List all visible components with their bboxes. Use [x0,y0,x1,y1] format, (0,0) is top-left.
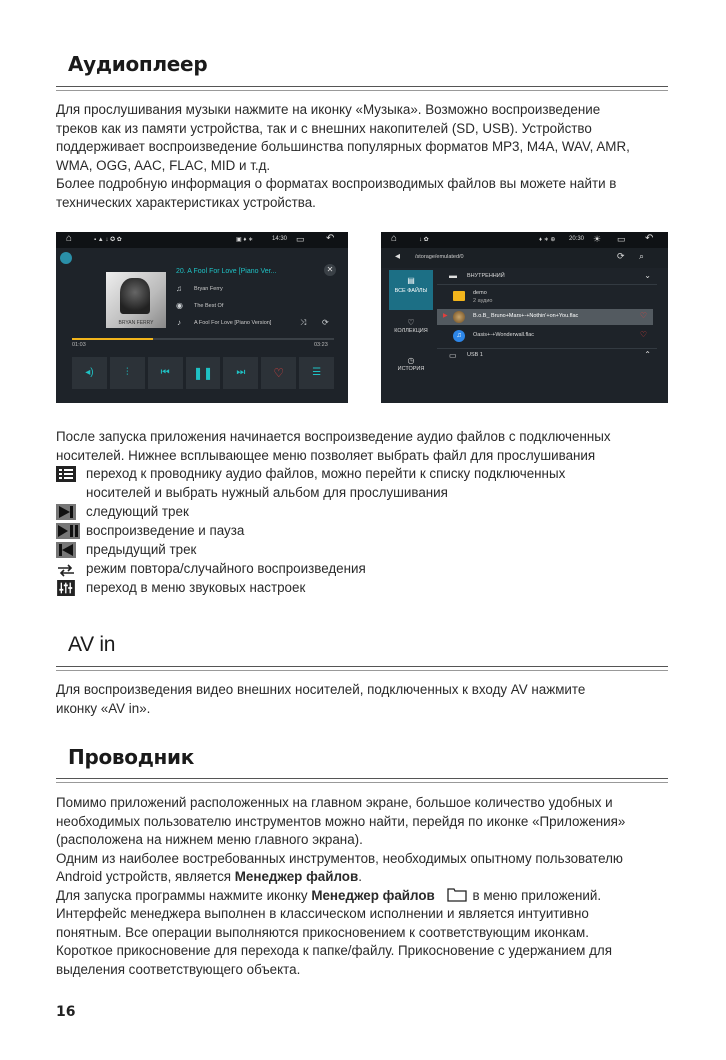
explorer-text [56,794,672,979]
text-line: треков как из памяти устройства, так и с внешних накопителей (SD, USB). Устройство [56,120,592,136]
track-title: 20. A Fool For Love [Piano Ver... [176,268,277,275]
back-icon: ↶ [645,233,654,244]
home-icon: ⌂ [66,233,73,244]
chevron-down-icon: ⌄ [644,271,651,280]
favorite-icon[interactable]: ♡ [639,311,647,320]
home-icon: ⌂ [391,233,398,244]
shuffle-icon[interactable]: ⤨ [300,318,307,327]
progress-fill [72,338,153,340]
signal-icons: ▣ ♦ ∗ [236,237,254,243]
text-span: . [358,869,362,884]
previous-button[interactable]: ⏮ [148,357,183,389]
page-number: 16 [56,1004,76,1020]
text-span: в меню приложений. [468,887,602,903]
folder-icon [453,291,465,301]
repeat-icon[interactable]: ⟳ [322,318,329,327]
album-icon: ◉ [176,301,183,310]
next-track-icon [56,504,76,520]
recent-apps-icon: ▭ [617,234,626,244]
legend-text: режим повтора/случайного воспроизведения [86,561,366,576]
sidebar-label: КОЛЛЕКЦИЯ [394,328,428,334]
text-line: поддерживает воспроизведение большинства популярных форматов MP3, M4A, WAV, AMR, [56,139,630,154]
after-shots-text [56,428,672,465]
play-pause-icon [56,523,80,539]
section-title: Аудиоплеер [68,52,208,76]
text-line: (расположена на нижнем меню главного экрана). [56,832,363,847]
divider [56,86,668,87]
refresh-icon[interactable]: ⟳ [617,251,625,261]
drive-icon: ▬ [449,271,457,280]
legend-text: воспроизведение и пауза [86,523,245,538]
legend-text: предыдущий трек [86,542,197,557]
legend-text: следующий трек [86,504,189,519]
legend-text: переход к проводнику аудио файлов, можно перейти к списку подключенных [86,466,566,481]
track-thumbnail [453,311,465,323]
text-line: После запуска приложения начинается воспроизведение аудио файлов с подключенных [56,429,611,444]
equalizer-button[interactable]: ⫶ [110,357,145,389]
playlist-icon [56,466,76,482]
legend-text: носителей и выбрать нужный альбом для прослушивания [86,485,448,500]
favorite-button[interactable]: ♡ [261,357,296,389]
sidebar-item-collection[interactable] [389,318,433,344]
next-button[interactable]: ⏭ [223,357,258,389]
folder-count: 2 аудио [473,298,493,304]
total-time: 03:23 [314,342,328,348]
divider [56,90,668,91]
control-bar [72,357,334,389]
audio-intro [56,101,672,212]
notification-icons: ↓ ✿ [419,237,429,243]
artist-icon: ♫ [176,284,182,293]
playlist-button[interactable]: ☰ [299,357,334,389]
album-cover [106,272,166,328]
legend-text: переход в меню звуковых настроек [86,580,306,595]
progress-track[interactable] [72,338,334,340]
cover-text: BRYAN FERRY [118,320,154,326]
playing-icon: ▶ [443,313,448,319]
previous-track-icon [56,542,76,558]
sidebar-label: ВСЕ ФАЙЛЫ [394,288,428,294]
brightness-icon: ☀ [593,234,602,244]
storage-internal[interactable] [437,270,657,285]
status-bar [56,232,348,248]
files-icon: ▤ [407,276,415,285]
close-icon[interactable]: ✕ [324,264,336,276]
notification-icons: ▪ ▲ ↓ ✪ ✿ [94,237,122,243]
storage-label: USB 1 [467,352,483,358]
storage-usb[interactable] [437,348,657,363]
back-arrow-icon[interactable]: ◂ [395,251,401,262]
file-name: B.o.B_ Bruno+Mars+-+Nothin'+on+You.flac [473,313,579,319]
text-line: необходимых пользователю инструментов можно найти, перейдя по иконке «Приложения» [56,813,626,829]
folder-icon [447,887,465,900]
section-header-audio [56,52,668,76]
clock-icon: ◷ [407,356,415,365]
sidebar-label: ИСТОРИЯ [397,366,425,372]
file-name: Oasis+-+Wonderwall.flac [473,332,535,338]
artist-name: Bryan Ferry [194,286,223,292]
text-line: технических характеристиках устройства. [56,194,316,210]
chevron-up-icon: ⌃ [644,350,651,359]
music-icon: ♫ [453,330,465,342]
status-bar [381,232,668,248]
clock: 14:30 [272,236,288,242]
song-name: A Fool For Love [Piano Version] [194,320,272,326]
player-screenshot [56,232,348,403]
list-item-selected[interactable] [437,309,653,325]
search-icon[interactable]: ⌕ [639,251,645,261]
file-manager-term: Менеджер файлов [311,887,435,903]
favorite-icon[interactable]: ♡ [639,330,647,339]
folder-name: demo [473,290,487,296]
text-span: Android устройств, является [56,869,235,884]
text-line: Для прослушивания музыки нажмите на иконку «Музыка». Возможно воспроизведение [56,102,601,117]
volume-button[interactable]: ◂) [72,357,107,389]
back-icon: ↶ [326,233,335,244]
usb-icon: ▭ [449,351,457,360]
text-line: иконку «AV in». [56,700,151,716]
text-span: Для запуска программы нажмите иконку [56,887,312,903]
text-line: Интерфейс менеджера выполнен в классическом исполнении и является интуитивно [56,906,589,921]
elapsed-time: 01:03 [72,342,86,348]
text-line: WMA, OGG, AAC, FLAC, MID и т.д. [56,157,271,173]
text-line: Помимо приложений расположенных на главном экране, большое количество удобных и [56,795,613,810]
text-line: Короткое прикосновение для перехода к папке/файлу. Прикосновение с удержанием для [56,943,612,958]
divider [56,778,668,779]
divider [56,670,668,671]
text-line [56,868,672,887]
heart-icon: ♡ [407,318,415,327]
recent-apps-icon: ▭ [296,234,305,244]
sidebar-item-history[interactable] [389,356,433,382]
note-icon: ♪ [177,318,181,327]
text-line: Одним из наиболее востребованных инструментов, необходимых опытному пользователю [56,850,623,866]
pause-button[interactable]: ❚❚ [186,357,221,389]
section-header-avin [56,633,668,657]
divider [56,666,668,667]
section-title: Проводник [68,745,195,769]
text-line: выделения соответствующего объекта. [56,961,301,977]
path-bar [381,248,668,268]
text-line: Более подробную информация о форматах воспроизводимых файлов вы можете найти в [56,176,617,191]
sound-settings-icon [56,580,76,596]
text-line: понятным. Все операции выполняются прикосновением к соответствующим иконкам. [56,924,589,940]
section-header-explorer [56,745,668,769]
browser-screenshot [381,232,668,403]
avin-text [56,681,672,718]
file-manager-term: Менеджер файлов [234,869,359,884]
folder-path: /storage/emulated/0 [415,254,464,260]
text-line [56,887,672,906]
cover-portrait [120,278,150,314]
repeat-shuffle-icon [56,562,76,578]
clock: 20:30 [569,236,585,242]
storage-label: ВНУТРЕННИЙ [467,273,505,279]
section-title: AV in [68,633,116,656]
text-line: Для воспроизведения видео внешних носителей, подключенных к входу AV нажмите [56,682,586,697]
sidebar-item-all-files[interactable] [389,270,433,310]
album-name: The Best Of [194,303,224,309]
list-item[interactable] [437,287,657,307]
signal-icons: ♦ ∗ ⊕ [539,237,556,243]
app-icon [60,252,72,264]
text-line: носителей. Нижнее всплывающее меню позволяет выбрать файл для прослушивания [56,447,596,463]
divider [56,782,668,783]
list-item[interactable] [437,328,657,344]
